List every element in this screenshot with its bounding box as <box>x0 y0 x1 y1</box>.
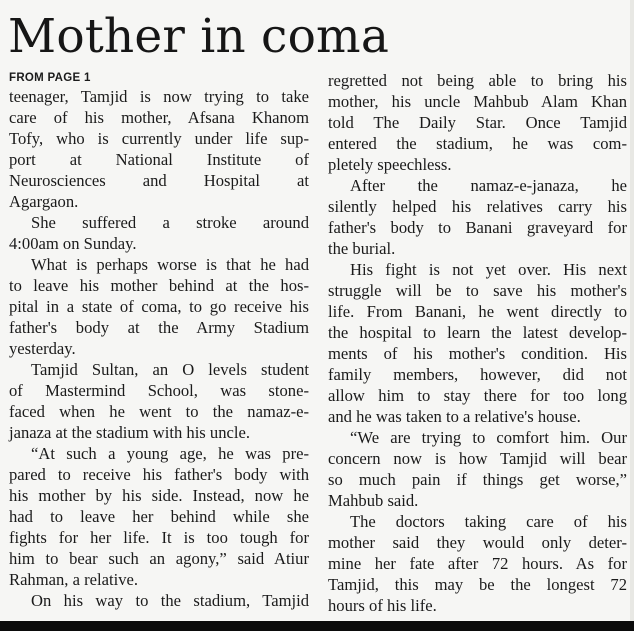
text-line: pital in a state of coma, to go receive his <box>9 297 309 316</box>
text-line: hours of his life. <box>328 596 437 615</box>
text-line: allow him to stay there for too long <box>328 386 627 405</box>
text-line: told The Daily Star. Once Tamjid <box>328 113 627 132</box>
text-line: On his way to the stadium, Tamjid <box>31 591 309 610</box>
text-line: Tamjid Sultan, an O levels student <box>31 360 309 379</box>
text-line: mother said they would only deter- <box>328 533 627 552</box>
text-line: the hospital to learn the latest develop- <box>328 323 627 342</box>
text-line: teenager, Tamjid is now trying to take <box>9 87 309 106</box>
text-line: fights for her life. It is too tough for <box>9 528 309 547</box>
text-line: his mother by his side. Instead, now he <box>9 486 309 505</box>
article-headline: Mother in coma <box>8 9 390 64</box>
text-line: struggle will be to save his mother's <box>328 281 627 300</box>
text-line: port at National Institute of <box>9 150 309 169</box>
text-line: regretted not being able to bring his <box>328 71 627 90</box>
text-line: Tofy, who is currently under life sup- <box>9 129 309 148</box>
text-line: Agargaon. <box>9 192 79 211</box>
text-line: “At such a young age, he was pre- <box>31 444 309 463</box>
text-line: What is perhaps worse is that he had <box>31 255 309 274</box>
text-line: him to bear such an agony,” said Atiur <box>9 549 309 568</box>
text-line: The doctors taking care of his <box>350 512 627 531</box>
text-line: life. From Banani, he went directly to <box>328 302 627 321</box>
article-column-right <box>328 70 627 616</box>
text-line: had to leave her behind while she <box>9 507 309 526</box>
text-line: father's body to Banani graveyard for <box>328 218 627 237</box>
text-line: Rahman, a relative. <box>9 570 139 589</box>
text-line: mother, his uncle Mahbub Alam Khan <box>328 92 627 111</box>
text-line: family members, however, did not <box>328 365 627 384</box>
text-line: the burial. <box>328 239 396 258</box>
text-line: concern now is how Tamjid will bear <box>328 449 627 468</box>
text-line: yesterday. <box>9 339 76 358</box>
text-line: so much pain if things get worse,” <box>328 470 627 489</box>
text-line: She suffered a stroke around <box>31 213 309 232</box>
text-line: father's body at the Army Stadium <box>9 318 309 337</box>
text-line: Tamjid, this may be the longest 72 <box>328 575 627 594</box>
text-line: Neurosciences and Hospital at <box>9 171 309 190</box>
continuation-kicker: FROM PAGE 1 <box>9 72 91 84</box>
text-line: to leave his mother behind at the hos- <box>9 276 309 295</box>
text-line: care of his mother, Afsana Khanom <box>9 108 309 127</box>
text-line: Mahbub said. <box>328 491 419 510</box>
left-column-text <box>9 86 309 611</box>
text-line: pared to receive his father's body with <box>9 465 309 484</box>
article-column-left <box>9 70 309 611</box>
text-line: janaza at the stadium with his uncle. <box>9 423 250 442</box>
text-line: silently helped his relatives carry his <box>328 197 627 216</box>
text-line: His fight is not yet over. His next <box>350 260 627 279</box>
text-line: entered the stadium, he was com- <box>328 134 627 153</box>
text-line: faced when he went to the namaz-e- <box>9 402 309 421</box>
text-line: mine her fate after 72 hours. As for <box>328 554 627 573</box>
text-line: “We are trying to comfort him. Our <box>350 428 627 447</box>
right-column-text <box>328 70 627 616</box>
text-line: ments of his mother's condition. His <box>328 344 627 363</box>
text-line: 4:00am on Sunday. <box>9 234 137 253</box>
text-line: of Mastermind School, was stone- <box>9 381 309 400</box>
text-line: pletely speechless. <box>328 155 452 174</box>
page-edge <box>630 0 634 621</box>
text-line: and he was taken to a relative's house. <box>328 407 581 426</box>
scan-bottom-border <box>0 621 634 631</box>
text-line: After the namaz-e-janaza, he <box>350 176 627 195</box>
